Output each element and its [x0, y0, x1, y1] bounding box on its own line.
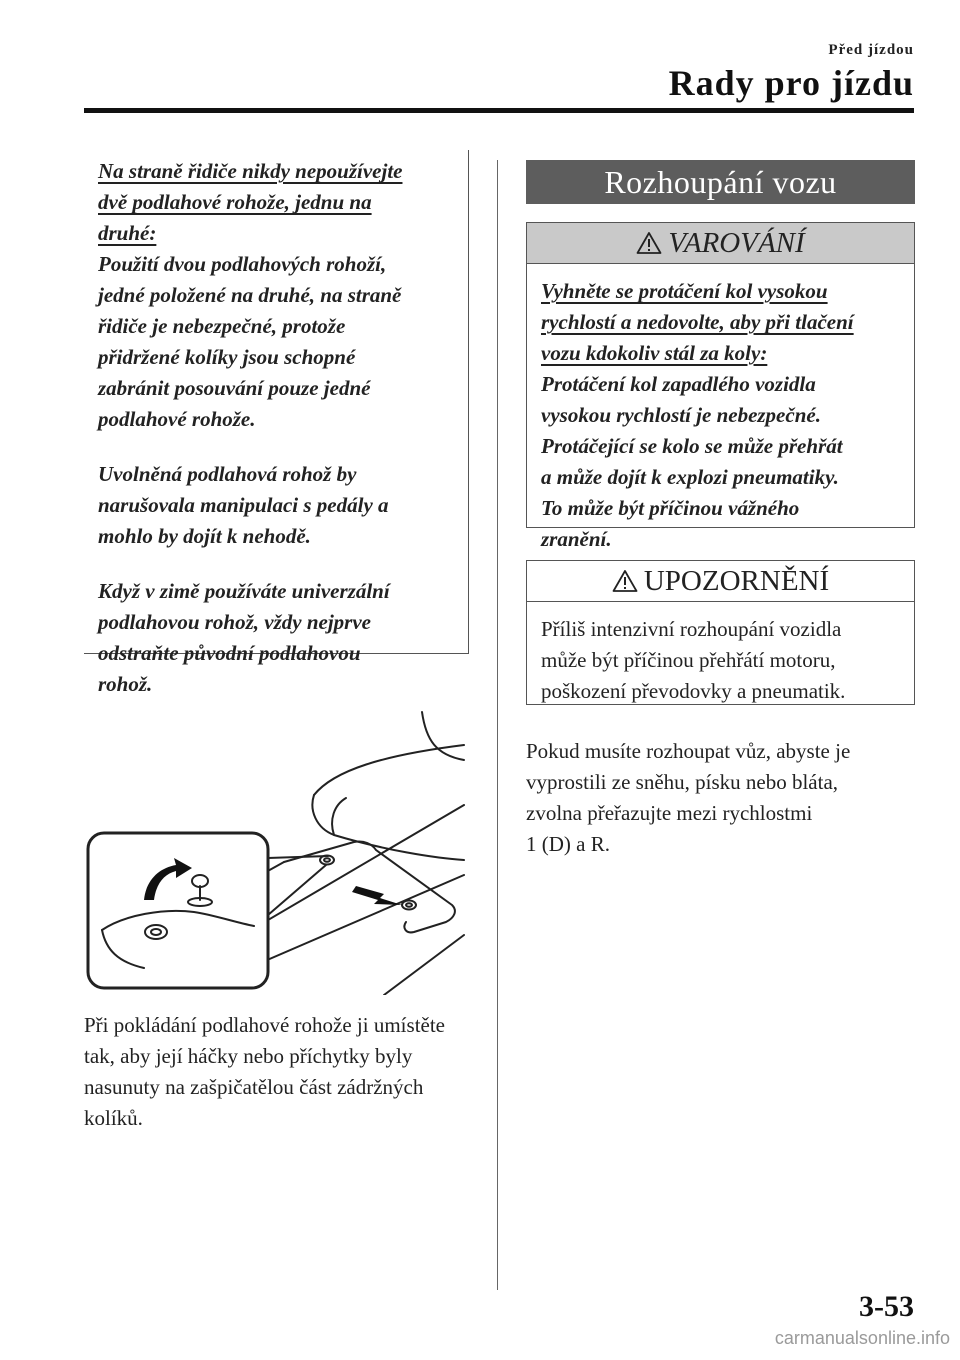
- watermark: carmanualsonline.info: [774, 1328, 950, 1348]
- illustration-caption: [84, 1010, 484, 1134]
- caption-line: Při pokládání podlahové rohože ji umístěte: [84, 1013, 445, 1037]
- rocking-warning-box: [526, 222, 915, 551]
- caution-title: UPOZORNĚNÍ: [643, 564, 830, 597]
- warning-line: Uvolněná podlahová rohož by: [98, 462, 357, 486]
- page-number: 3-53: [859, 1290, 914, 1323]
- warning-line: podlahové rohože.: [98, 407, 256, 431]
- floor-mat-drawing: [84, 700, 484, 995]
- caption-line: nasunuty na zašpičatělou část zádržných: [84, 1075, 424, 1099]
- warning-line: rohož.: [98, 672, 153, 696]
- header-rule: [84, 108, 914, 113]
- column-divider: [497, 160, 498, 1290]
- caution-line: poškození převodovky a pneumatik.: [541, 679, 846, 703]
- body-line: zvolna přeřazujte mezi rychlostmi: [526, 801, 813, 825]
- warning-lead-line: vozu kdokoliv stál za koly:: [541, 341, 768, 365]
- caption-line: kolíků.: [84, 1106, 143, 1130]
- warning-triangle-icon: [636, 231, 662, 255]
- warning-line: zabránit posouvání pouze jedné: [98, 376, 371, 400]
- section-title: Rady pro jízdu: [668, 63, 914, 103]
- warning-line: vysokou rychlostí je nebezpečné.: [541, 403, 821, 427]
- chapter-title: Před jízdou: [828, 42, 914, 58]
- warning-line: Protáčející se kolo se může přehřát: [541, 434, 843, 458]
- warning-line: zranění.: [541, 527, 612, 551]
- warning-line: podlahovou rohož, vždy nejprve: [98, 610, 371, 634]
- warning-lead-line: Na straně řidiče nikdy nepoužívejte: [98, 159, 403, 183]
- rocking-caution-box: [526, 560, 915, 705]
- warning-line: jedné položené na druhé, na straně: [98, 283, 402, 307]
- warning-lead-line: Vyhněte se protáčení kol vysokou: [541, 279, 828, 303]
- warning-line: přidržené kolíky jsou schopné: [98, 345, 356, 369]
- body-line: 1 (D) a R.: [526, 832, 610, 856]
- body-line: Pokud musíte rozhoupat vůz, abyste je: [526, 739, 851, 763]
- rocking-instructions: [526, 736, 915, 860]
- caution-line: Příliš intenzivní rozhoupání vozidla: [541, 617, 842, 641]
- warning-header: [527, 223, 914, 264]
- warning-line: a může dojít k explozi pneumatiky.: [541, 465, 839, 489]
- warning-lead-line: rychlostí a nedovolte, aby při tlačení: [541, 310, 854, 334]
- floor-mat-hook-illustration: [84, 700, 484, 995]
- rocking-section-banner: Rozhoupání vozu: [526, 160, 915, 204]
- warning-line: narušovala manipulaci s pedály a: [98, 493, 389, 517]
- warning-line: Protáčení kol zapadlého vozidla: [541, 372, 816, 396]
- warning-triangle-icon: [612, 569, 638, 593]
- warning-line: řidiče je nebezpečné, protože: [98, 314, 346, 338]
- warning-title: VAROVÁNÍ: [668, 226, 805, 259]
- warning-line: odstraňte původní podlahovou: [98, 641, 361, 665]
- caution-header: [527, 561, 914, 602]
- caution-line: může být příčinou přehřátí motoru,: [541, 648, 836, 672]
- body-line: vyprostili ze sněhu, písku nebo bláta,: [526, 770, 839, 794]
- warning-lead-line: dvě podlahové rohože, jednu na: [98, 190, 372, 214]
- caption-line: tak, aby její háčky nebo příchytky byly: [84, 1044, 413, 1068]
- warning-line: Použití dvou podlahových rohoží,: [98, 252, 387, 276]
- warning-line: To může být příčinou vážného: [541, 496, 800, 520]
- warning-line: Když v zimě používáte univerzální: [98, 579, 390, 603]
- warning-lead-line: druhé:: [98, 221, 157, 245]
- floor-mat-warning-box: [84, 150, 469, 696]
- warning-line: mohlo by dojít k nehodě.: [98, 524, 311, 548]
